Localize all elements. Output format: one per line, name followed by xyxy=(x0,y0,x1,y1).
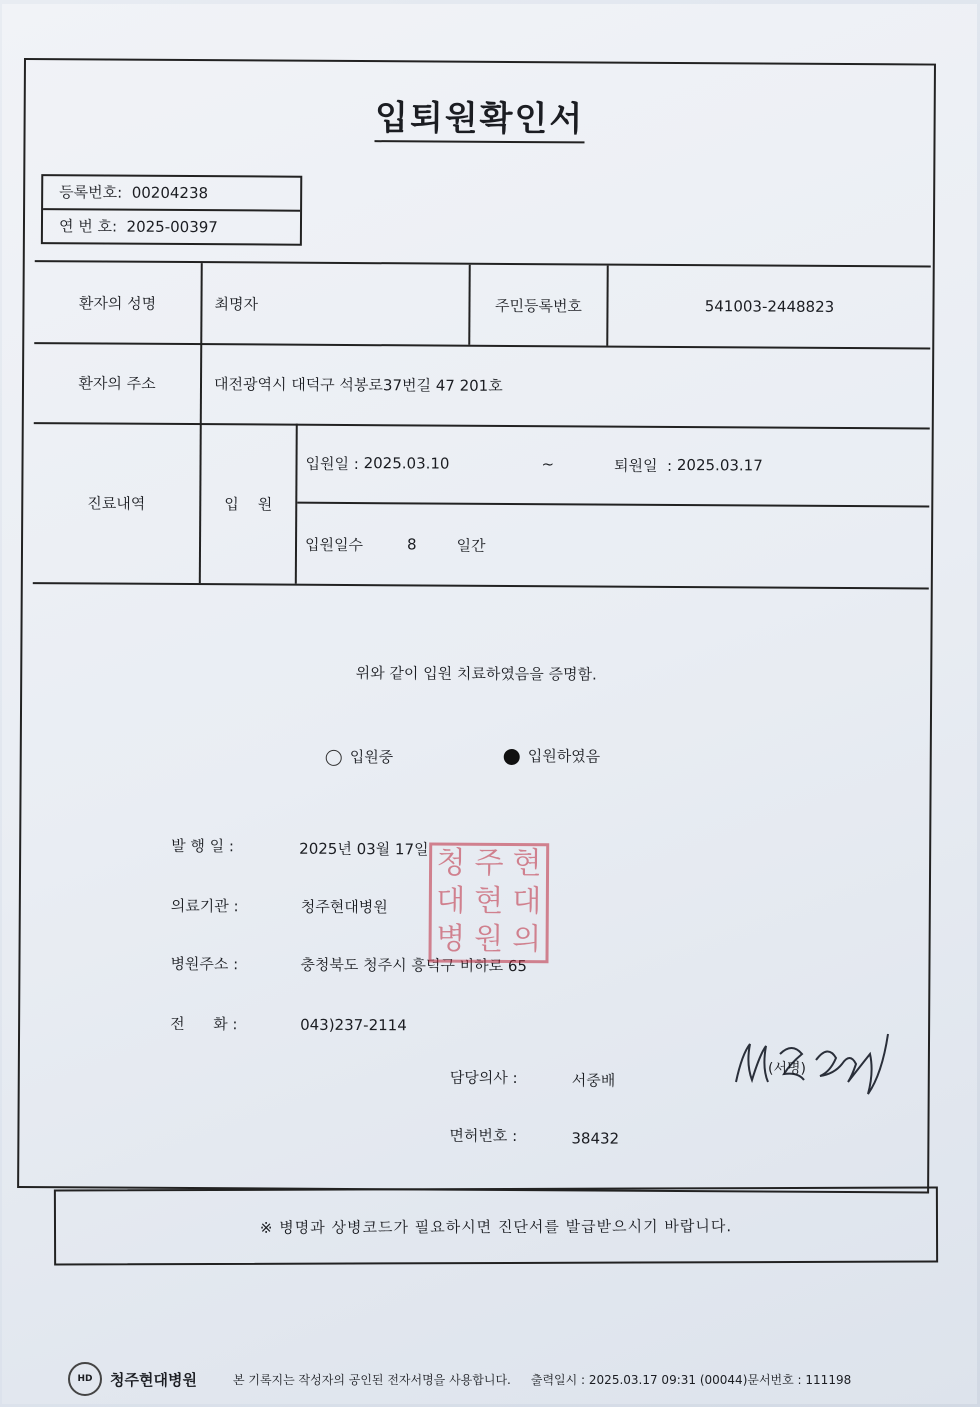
hospital-address-value: 충청북도 청주시 흥덕구 비하로 65 xyxy=(300,955,528,976)
phone-value: 043)237-2114 xyxy=(300,1015,407,1035)
serial-label: 연 번 호: xyxy=(58,217,118,236)
address-value: 대전광역시 대덕구 석봉로37번길 47 201호 xyxy=(213,374,503,395)
date-separator: ~ xyxy=(541,455,555,474)
address-label: 환자의 주소 xyxy=(34,342,202,423)
name-label: 환자의 성명 xyxy=(34,262,202,343)
radio-empty-icon xyxy=(326,749,342,765)
hospital-seal-stamp: 청 주 현 대 현 대 병 원 의 xyxy=(428,842,549,963)
admission-type-label: 입 원 xyxy=(201,423,298,584)
admit-date: 2025.03.10 xyxy=(363,454,450,473)
license-label: 면허번호 : xyxy=(449,1126,518,1146)
doctor-label: 담당의사 : xyxy=(449,1068,518,1088)
registration-box xyxy=(41,174,302,246)
name-value: 최명자 xyxy=(202,263,470,345)
hospital-address-label: 병원주소 : xyxy=(170,954,239,974)
certification-statement: 위와 같이 입원 치료하였음을 증명함. xyxy=(355,664,597,684)
treatment-label: 진료내역 xyxy=(33,422,202,583)
page-title: 입퇴원확인서 xyxy=(26,88,934,143)
admission-days xyxy=(297,504,929,588)
serial-value: 2025-00397 xyxy=(126,217,218,237)
admission-dates xyxy=(297,424,929,508)
footer-print-info: 출력일시 : 2025.03.17 09:31 (00044)문서번호 : 111198 xyxy=(530,1372,852,1387)
notice-box: ※ 병명과 상병코드가 필요하시면 진단서를 발급받으시기 바랍니다. xyxy=(54,1186,938,1265)
radio-filled-icon xyxy=(504,748,520,764)
rrn-label: 주민등록번호 xyxy=(470,265,608,346)
discharge-label: 퇴원일 : xyxy=(614,456,673,475)
phone-label: 전 화 : xyxy=(170,1014,238,1034)
hospital-logo-icon: HD xyxy=(68,1362,102,1396)
patient-table xyxy=(35,260,931,555)
issue-date-label: 발 행 일 : xyxy=(171,836,235,856)
days-label: 입원일수 xyxy=(304,535,364,554)
status-option-admitted: 입원하였음 xyxy=(504,745,601,767)
days-unit: 일간 xyxy=(456,536,486,555)
status-option-inpatient: 입원중 xyxy=(326,746,394,767)
registration-value: 00204238 xyxy=(131,183,209,203)
doctor-value: 서중배 xyxy=(571,1071,616,1090)
signature-scribble xyxy=(732,1024,902,1104)
footer-hospital-name: 청주현대병원 xyxy=(110,1370,197,1389)
patient-name-row xyxy=(34,262,930,349)
signature-label: (서명) xyxy=(768,1061,806,1077)
admit-label: 입원일 : xyxy=(305,454,359,473)
issue-date-value: 2025년 03월 17일 xyxy=(299,839,429,859)
institution-label: 의료기관 : xyxy=(170,896,239,916)
serial-number-row xyxy=(43,208,300,244)
discharge-date: 2025.03.17 xyxy=(676,455,763,475)
rrn-value: 541003-2448823 xyxy=(704,297,835,316)
registration-label: 등록번호: xyxy=(59,183,123,202)
treatment-row xyxy=(33,422,930,589)
doctor-signature xyxy=(732,1024,902,1108)
document-page xyxy=(2,4,977,1404)
registration-number-row xyxy=(43,176,300,210)
patient-address-row xyxy=(34,342,930,429)
institution-value: 청주현대병원 xyxy=(300,897,388,917)
days-value: 8 xyxy=(406,535,417,554)
license-value: 38432 xyxy=(571,1129,620,1148)
document-footer xyxy=(68,1359,947,1399)
footer-signature-note: 본 기록지는 작성자의 공인된 전자서명을 사용합니다. xyxy=(232,1372,511,1387)
